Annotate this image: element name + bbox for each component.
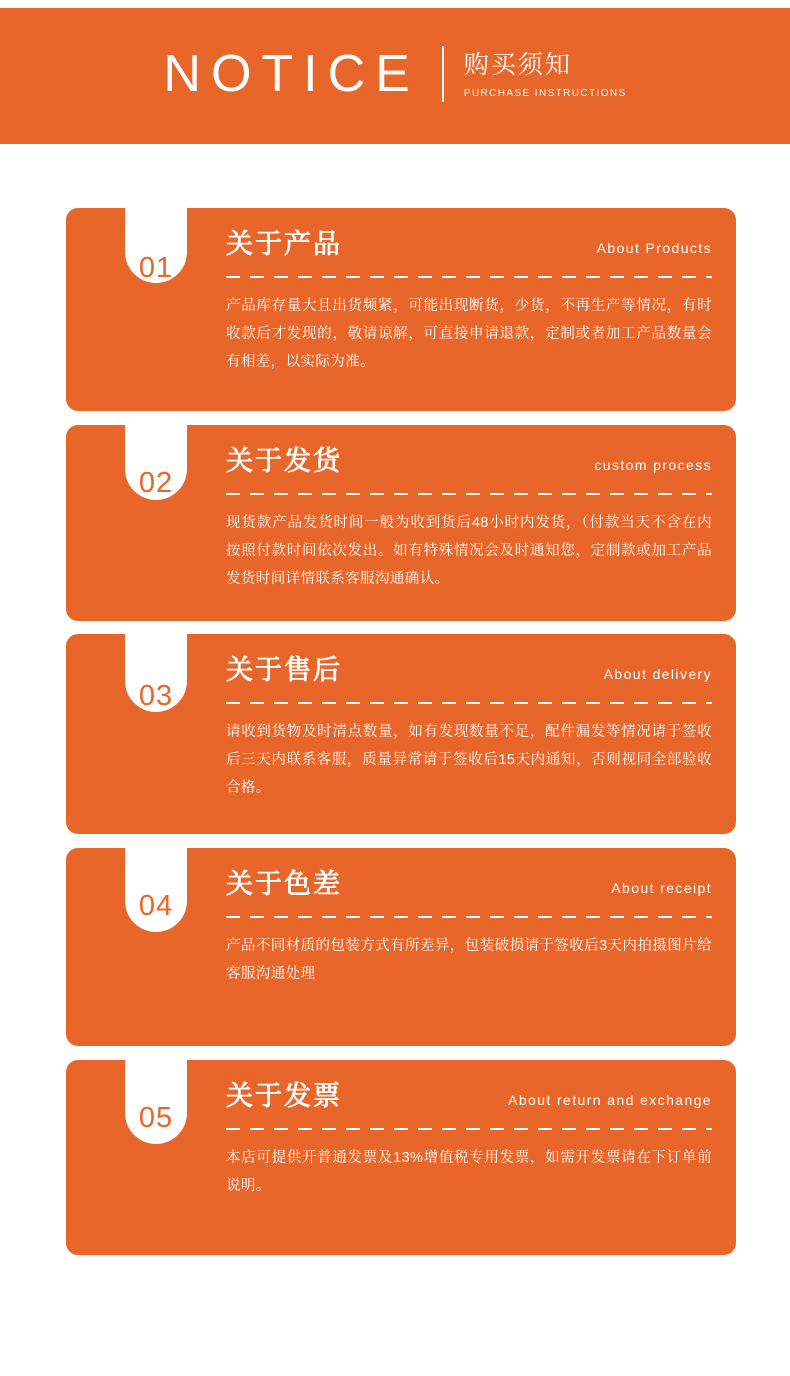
header-text-group [464,50,627,99]
title-row-04 [226,848,712,900]
header-content [163,46,626,102]
section-number-05: 05 [138,1102,174,1134]
card-body-03 [226,634,712,802]
dashed-divider-02 [226,493,712,495]
title-row-05 [226,1060,712,1112]
section-title-cn-04: 关于色差 [226,869,342,899]
notice-card-04 [66,848,736,1046]
dashed-divider-05 [226,1128,712,1130]
section-title-cn-03: 关于售后 [226,655,342,685]
header-title-cn: 购买须知 [463,50,572,79]
title-row-03 [226,634,712,686]
section-number-02: 02 [138,467,174,499]
notice-card-03 [66,634,736,834]
section-number-03: 03 [138,680,174,712]
section-title-en-01: About Products [596,240,712,256]
section-number-04: 04 [138,890,174,922]
section-title-en-05: About return and exchange [508,1092,712,1108]
header-title-en: NOTICE [163,45,420,103]
section-title-cn-01: 关于产品 [226,229,342,259]
header-divider [442,46,444,102]
card-body-04 [226,848,712,988]
section-description-01: 产品库存量大且出货频紧，可能出现断货，少货，不再生产等情况，有时收款后才发现的，敬请谅解，可直接申请退款，定制或者加工产品数量会有相差，以实际为准。 [226,298,712,371]
notice-card-02 [66,425,736,621]
title-row-02 [226,425,712,477]
card-body-02 [226,425,712,593]
dashed-divider-03 [226,702,712,704]
section-title-cn-02: 关于发货 [226,446,342,476]
section-number-01: 01 [138,252,174,284]
section-title-en-03: About delivery [603,666,712,682]
notice-card-05 [66,1060,736,1255]
section-description-02: 现货款产品发货时间一般为收到货后48小时内发货，（付款当天不含在内按照付款时间依次发出。如有特殊情况会及时通知您，定制款或加工产品发货时间详情联系客服沟通确认。 [226,515,712,588]
section-description-03: 请收到货物及时清点数量，如有发现数量不足，配件漏发等情况请于签收后三天内联系客服，质量异常请于签收后15天内通知，否则视同全部验收合格。 [226,724,712,797]
page-header-banner [0,8,790,144]
section-title-en-02: custom process [594,457,712,473]
dashed-divider-01 [226,276,712,278]
notice-card-01 [66,208,736,411]
card-body-01 [226,208,712,376]
section-title-en-04: About receipt [611,880,712,896]
section-title-cn-05: 关于发票 [226,1081,342,1111]
card-body-05 [226,1060,712,1200]
title-row-01 [226,208,712,260]
section-description-04: 产品不同材质的包装方式有所差异，包装破损请于签收后3天内拍摄图片给客服沟通处理 [226,938,712,983]
header-subtitle-en: PURCHASE INSTRUCTIONS [463,87,627,99]
dashed-divider-04 [226,916,712,918]
section-description-05: 本店可提供开普通发票及13%增值税专用发票，如需开发票请在下订单前说明。 [226,1150,712,1195]
